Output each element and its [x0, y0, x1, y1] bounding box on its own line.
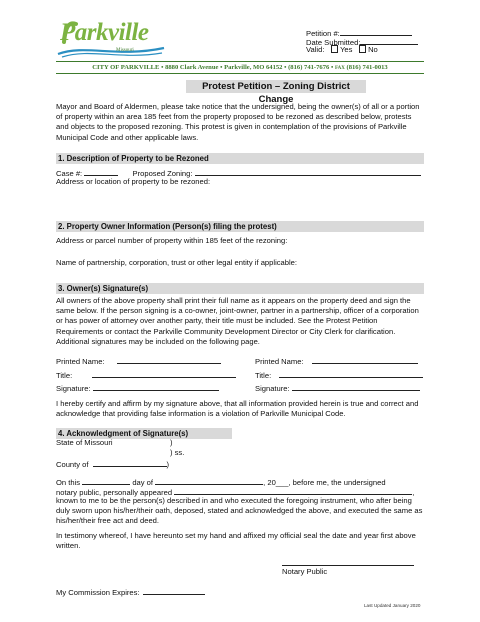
last-updated-footer: Last Updated January 2020	[364, 603, 421, 608]
city-state-zip: Parkville, MO 64152	[224, 64, 283, 71]
state-row	[56, 438, 173, 448]
commission-row	[56, 586, 205, 598]
ss-mark: ) ss.	[170, 448, 185, 457]
notary-public-label: Notary Public	[282, 567, 328, 576]
state-label: State of Missouri	[56, 438, 113, 447]
signature-field[interactable]	[93, 382, 219, 391]
certification-paragraph: I hereby certify and affirm by my signature above, that all information provided herein is true and correct and acknowledge that providing false information is a violation of Parkville Municipal Code.	[56, 399, 419, 419]
section1-heading: 1. Description of Property to be Rezoned	[56, 153, 424, 164]
printed-name-field[interactable]	[312, 355, 418, 364]
org-name: CITY OF PARKVILLE	[92, 64, 160, 71]
entity-label: Name of partnership, corporation, trust or other legal entity if applicable:	[56, 258, 298, 267]
street-address: 8880 Clark Avenue	[165, 64, 219, 71]
month-field[interactable]	[155, 476, 263, 485]
address-label: Address or location of property to be rezoned:	[56, 177, 211, 186]
yes-checkbox[interactable]	[331, 45, 339, 53]
separator: •	[330, 64, 334, 71]
separator: •	[284, 64, 287, 71]
appeared-name-field[interactable]	[174, 486, 415, 497]
logo-subtitle: Missouri	[116, 48, 134, 53]
signature-field[interactable]	[292, 382, 420, 391]
no-checkbox[interactable]	[359, 45, 367, 53]
yes-label: Yes	[340, 45, 353, 54]
printed-name-label: Printed Name:	[56, 357, 105, 366]
county-row	[56, 458, 169, 470]
on-this-label: On this	[56, 478, 81, 487]
petition-number-field[interactable]	[340, 27, 412, 36]
intro-paragraph: Mayor and Board of Aldermen, please take notice that the undersigned, being the owner(s) of all or a portion of property within an area 185 feet from the property proposed to be rezoned as described below, protests and objects to the proposed rezoning. This protest is given in contemplation of the provisions of Parkville Municipal Code and other applicable laws.	[56, 102, 420, 142]
title-label: Title:	[255, 371, 272, 380]
contact-line	[56, 63, 424, 73]
logo-wordmark: Parkville	[60, 19, 149, 46]
proposed-zoning-label: Proposed Zoning:	[132, 169, 193, 178]
title-right-row	[255, 369, 423, 381]
case-number-field[interactable]	[84, 167, 118, 176]
separator: •	[161, 64, 164, 71]
testimony-paragraph: In testimony whereof, I have hereunto set my hand and affixed my official seal the date and year first above written.	[56, 531, 416, 551]
case-label: Case #:	[56, 169, 83, 178]
signature-label: Signature:	[255, 384, 290, 393]
notary-signature-line[interactable]	[282, 565, 414, 566]
contact-bottom-rule	[56, 73, 424, 74]
day-of-label: day of	[132, 478, 153, 487]
document-title-text: Protest Petition – Zoning District Change	[202, 81, 350, 105]
commission-label: My Commission Expires:	[56, 588, 140, 597]
signature-label: Signature:	[56, 384, 91, 393]
fax-label: FAX	[334, 66, 345, 71]
title-left-row	[56, 369, 236, 381]
signature-right-row	[255, 382, 420, 394]
signature-left-row	[56, 382, 219, 394]
phone-number: (816) 741-7676	[288, 64, 330, 71]
date-submitted-label: Date Submitted:	[306, 38, 361, 47]
document-title	[186, 80, 366, 105]
known-paragraph: known to me to be the person(s) described in and who executed the foregoing instrument, who after being duly sworn upon his/her/their oath, deposed, stated and acknowledged the above, and executed the same as his/her/their free act and deed.	[56, 496, 423, 526]
parkville-logo	[56, 18, 166, 58]
section4-heading: 4. Acknowledgment of Signature(s)	[56, 428, 232, 439]
separator: •	[220, 64, 223, 71]
printed-name-label: Printed Name:	[255, 357, 304, 366]
state-paren: )	[170, 438, 173, 447]
valid-row	[306, 45, 378, 55]
section3-heading: 3. Owner(s) Signature(s)	[56, 283, 424, 294]
printed-name-right-row	[255, 355, 418, 367]
title-label: Title:	[56, 371, 73, 380]
title-field[interactable]	[92, 369, 236, 378]
no-label: No	[368, 45, 378, 54]
date-submitted-field[interactable]	[360, 36, 418, 45]
printed-name-field[interactable]	[117, 355, 221, 364]
parcel-label: Address or parcel number of property within 185 feet of the rezoning:	[56, 236, 288, 245]
section2-heading: 2. Property Owner Information (Person(s) filing the protest)	[56, 221, 424, 232]
county-field[interactable]	[93, 458, 167, 467]
county-paren: )	[166, 460, 170, 469]
day-field[interactable]	[82, 476, 130, 485]
contact-top-rule	[56, 61, 424, 62]
fax-number: (816) 741-0013	[346, 64, 388, 71]
signature-instructions: All owners of the above property shall print their full name as it appears on the property deed and sign the same below. If the person signing is a co-owner, joint-owner, partner in a partnership, officer of a corporation or has power of attorney over another party, their title must be included. See the Protest Petition Requirements or contact the Parkville Community Development Director or City Clerk for clarification. Additional signatures may be included on the following page.	[56, 296, 419, 346]
notary-appeared-label: notary public, personally appeared	[56, 488, 173, 497]
commission-field[interactable]	[143, 586, 205, 595]
title-field[interactable]	[279, 369, 423, 378]
county-label: County of	[56, 460, 89, 469]
valid-label: Valid:	[306, 45, 325, 54]
comma: ,	[412, 488, 415, 497]
year-text: , 20___, before me, the undersigned	[263, 478, 386, 487]
printed-name-left-row	[56, 355, 221, 367]
petition-number-label: Petition #:	[306, 29, 340, 38]
proposed-zoning-field[interactable]	[195, 167, 421, 176]
